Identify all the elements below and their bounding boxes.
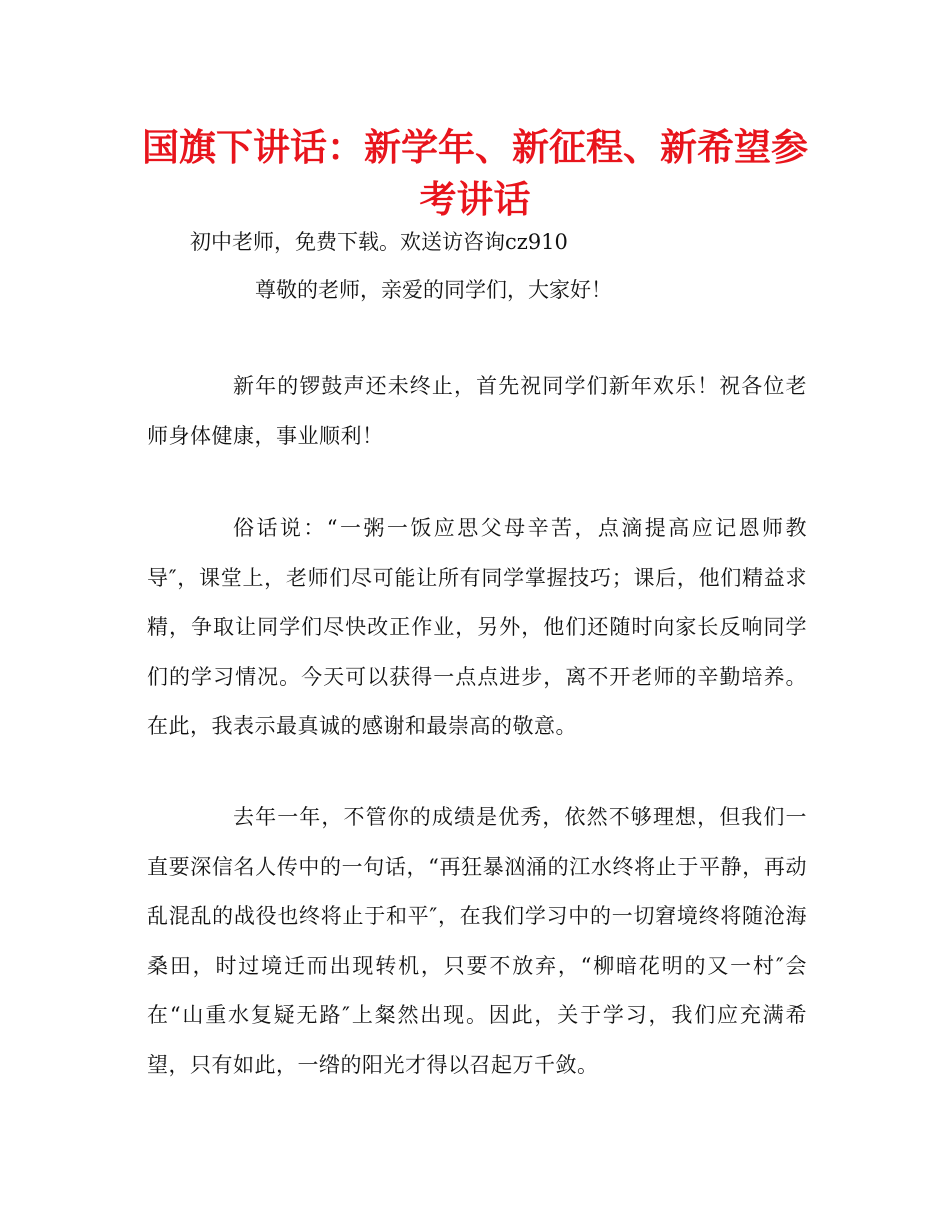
subtitle-line: 初中老师，免费下载。欢送访咨询cz910 bbox=[190, 230, 568, 254]
paragraph-3: 去年一年，不管你的成绩是优秀，依然不够理想，但我们一直要深信名人传中的一句话，“再狂暴汹涌的江水终将止于平静，再动乱混乱的战役也终将止于和平″，在我们学习中的一切窘境终将随沧海桑田，时过境迁而出现转机，只要不放弃，“柳暗花明的又一村″会在“山重水复疑无路″上粲然出现。因此，关于学习，我们应充满希望，只有如此，一绺的阳光才得以召起万千敛。 bbox=[147, 805, 807, 1077]
paragraph-1: 新年的锣鼓声还未终止，首先祝同学们新年欢乐！祝各位老师身体健康，事业顺利！ bbox=[147, 374, 807, 448]
document-title: 国旗下讲话：新学年、新征程、新希望参考讲话 bbox=[142, 126, 808, 221]
paragraph-2: 俗话说：“一粥一饭应思父母辛苦，点滴提高应记恩师教导″，课堂上，老师们尽可能让所有同学掌握技巧；课后，他们精益求精，争取让同学们尽快改正作业，另外，他们还随时向家长反响同学们的学习情况。今天可以获得一点点进步，离不开老师的辛勤培养。在此，我表示最真诚的感谢和最崇高的敬意。 bbox=[147, 516, 807, 738]
greeting-line: 尊敬的老师，亲爱的同学们，大家好！ bbox=[255, 278, 612, 302]
